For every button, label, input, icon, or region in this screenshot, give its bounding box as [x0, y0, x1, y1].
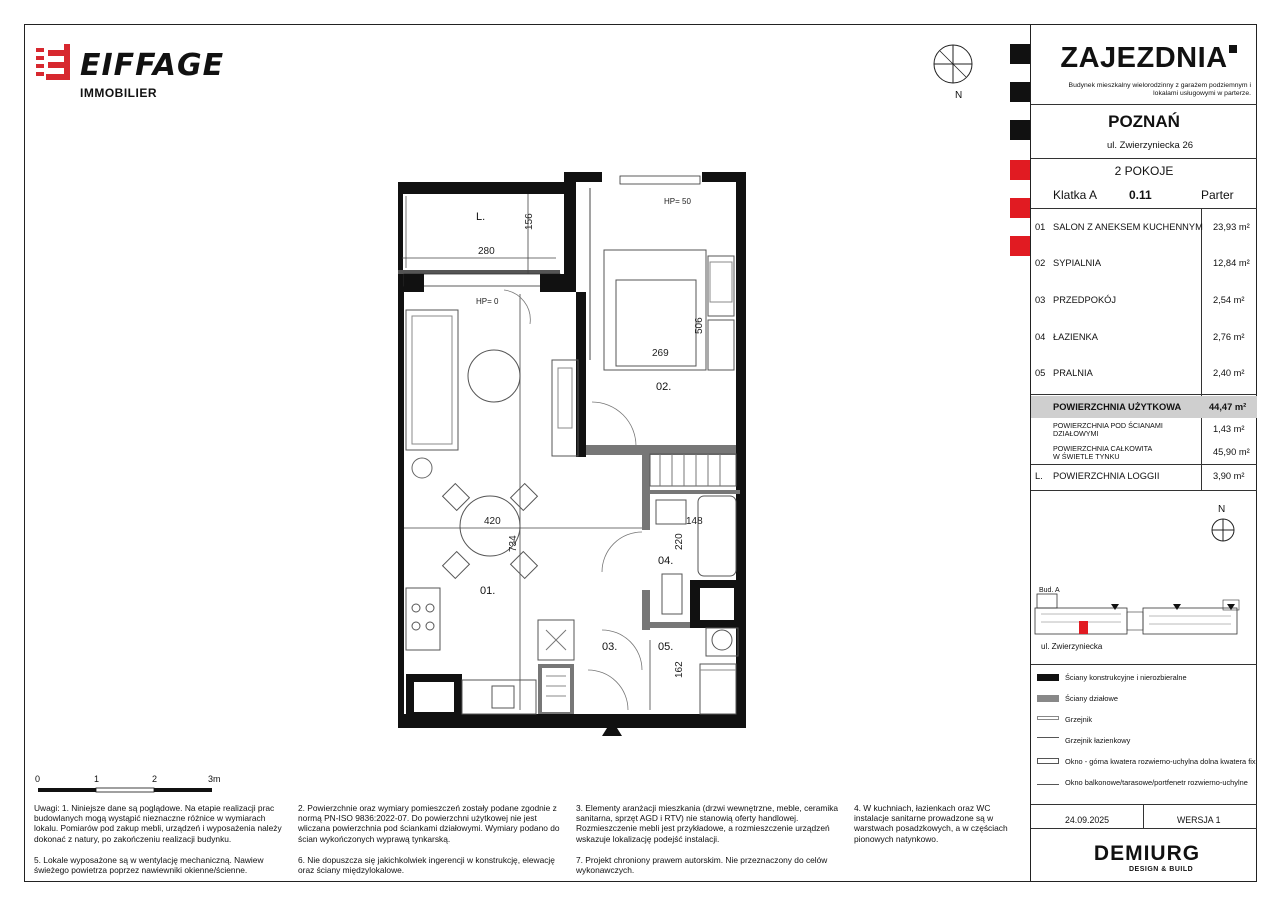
room-num: 02 [1035, 258, 1046, 268]
dimension-label: 420 [484, 516, 501, 527]
brand-sub: IMMOBILIER [80, 86, 157, 100]
info-panel [1031, 24, 1257, 882]
room-label: 05. [658, 641, 674, 653]
project-street: ul. Zwierzyniecka 26 [1106, 140, 1194, 151]
dimension-label: HP= 0 [476, 297, 499, 306]
designer-name: DEMIURG [1093, 842, 1201, 865]
usable-area-row [1031, 396, 1257, 418]
room-name: SALON Z ANEKSEM KUCHENNYM [1053, 222, 1203, 232]
note-4: 4. W kuchniach, łazienkach oraz WC instalacje sanitarne prowadzone są w warstwach posadzkowych, a w częściach pionowych natynkowo. [854, 803, 1008, 844]
legend-label: Okno balkonowe/tarasowe/portfenetr rozwierno-uchylne [1065, 778, 1248, 787]
room-row [1031, 320, 1257, 356]
date: 24.09.2025 [1065, 815, 1110, 825]
room-area: 2,54 m² [1213, 295, 1245, 305]
title-square [1229, 45, 1237, 53]
project-description: Budynek mieszkalny wielorodzinny z garażem podziemnym i lokalami usługowymi w parterze. [1068, 82, 1251, 97]
room-row [1031, 246, 1257, 282]
legend-item [1031, 735, 1257, 749]
legend-label: Okno - górna kwatera rozwierno-uchylna dolna kwatera fix [1065, 757, 1256, 766]
loggia-row [1031, 465, 1257, 489]
loggia-num: L. [1035, 471, 1043, 481]
dimension-label: 220 [674, 533, 685, 550]
key-plan [1031, 572, 1257, 652]
side-mark [1010, 44, 1030, 64]
north-compass-small [1209, 504, 1239, 544]
project-city: POZNAŃ [1108, 112, 1180, 131]
side-mark [1010, 198, 1030, 218]
room-label: L. [476, 211, 486, 223]
walls-area-row [1031, 419, 1257, 443]
bathroom-radiator-icon [1037, 737, 1059, 741]
dimension-label: HP= 50 [664, 197, 691, 206]
legend-label: Ściany konstrukcyjne i nierozbieralne [1065, 673, 1187, 682]
side-mark [1010, 82, 1030, 102]
eiffage-mark-icon [36, 44, 70, 80]
dimension-label: 734 [508, 535, 519, 552]
scale-tick: 1 [94, 774, 100, 784]
dimension-label: 162 [674, 661, 685, 678]
walls-area: 1,43 m² [1213, 424, 1245, 434]
north-compass [930, 40, 980, 104]
legend-item [1031, 777, 1257, 791]
key-plan-building: Bud. A [1039, 587, 1060, 594]
total-area: 45,90 m² [1213, 447, 1250, 457]
wall-structural-swatch [1037, 674, 1059, 681]
room-area: 23,93 m² [1213, 222, 1250, 232]
panel-line [1031, 828, 1257, 829]
scale-tick: 0 [35, 774, 41, 784]
side-mark [1010, 236, 1030, 256]
version: WERSJA 1 [1177, 815, 1221, 825]
column-separator [1143, 804, 1144, 828]
floor-plan [380, 170, 780, 745]
panel-line [1031, 394, 1257, 395]
legend-label: Ściany działowe [1065, 694, 1118, 703]
legend-item [1031, 756, 1257, 770]
designer-logo [1077, 842, 1217, 876]
room-area: 2,76 m² [1213, 332, 1245, 342]
compass-label: N [1218, 504, 1226, 515]
room-row [1031, 356, 1257, 392]
balcony-door-icon [1037, 779, 1059, 785]
loggia-area: 3,90 m² [1213, 471, 1245, 481]
klatka: Klatka A [1053, 188, 1098, 202]
compass-label: N [955, 90, 963, 101]
legend-label: Grzejnik łazienkowy [1065, 736, 1131, 745]
note-2: 2. Powierzchnie oraz wymiary pomieszczeń zostały podane zgodnie z normą PN-ISO 9836:2022-07. Do powierzchni użytkowej nie jest wliczana powierzchnia pod ściankami działowymi. Wymiary podano do ścian wykończonych wyprawą tynkarską. [298, 803, 560, 844]
room-name: ŁAZIENKA [1053, 332, 1098, 342]
note-3: 3. Elementy aranżacji mieszkania (drzwi wewnętrzne, meble, ceramika sanitarna, sprzęt AGD i RTV) nie stanowią oferty handlowej. Rozmieszczenie mebli jest przykładowe, a rozmieszczenie urządzeń wskazuje lokalizację podejść instalacji. [576, 803, 839, 844]
room-label: 01. [480, 585, 496, 597]
dimension-label: 506 [694, 317, 705, 334]
room-num: 01 [1035, 222, 1046, 232]
usable-label: POWIERZCHNIA UŻYTKOWA [1053, 402, 1182, 412]
room-label: 03. [602, 641, 618, 653]
walls-label-1: POWIERZCHNIA POD ŚCIANAMI [1053, 421, 1163, 430]
note-6: 6. Nie dopuszcza się jakichkolwiek ingerencji w konstrukcję, elewację oraz ściany międzylokalowe. [298, 855, 555, 876]
room-label: 04. [658, 555, 674, 567]
room-row [1031, 210, 1257, 246]
total-area-row [1031, 442, 1257, 466]
room-num: 04 [1035, 332, 1046, 342]
room-row [1031, 283, 1257, 319]
key-plan-street: ul. Zwierzyniecka [1041, 642, 1103, 651]
compass-icon [1209, 516, 1239, 544]
room-label: 02. [656, 381, 672, 393]
panel-line [1031, 208, 1257, 209]
floor: Parter [1201, 188, 1234, 202]
room-area: 2,40 m² [1213, 368, 1245, 378]
room-num: 03 [1035, 295, 1046, 305]
total-label-2: W ŚWIETLE TYNKU [1053, 451, 1120, 461]
eiffage-logo [36, 44, 236, 104]
project-title: ZAJEZDNIA [1060, 42, 1228, 74]
dimension-label: 156 [524, 213, 535, 230]
legend-item [1031, 714, 1257, 728]
room-area: 12,84 m² [1213, 258, 1250, 268]
note-5: 5. Lokale wyposażone są w wentylację mechaniczną. Nawiew świeżego powietrza poprzez nawiewniki okienne/ścienne. [34, 855, 264, 876]
side-mark [1010, 160, 1030, 180]
panel-line [1031, 104, 1257, 105]
brand-name: EIFFAGE [80, 48, 225, 83]
room-name: SYPIALNIA [1053, 258, 1102, 268]
total-label-1: POWIERZCHNIA CAŁKOWITA [1053, 444, 1153, 453]
unit-number: 0.11 [1129, 188, 1152, 202]
legend-label: Grzejnik [1065, 715, 1093, 724]
room-name: PRZEDPOKÓJ [1053, 295, 1117, 305]
scale-tick: 3m [208, 774, 221, 784]
designer-sub: DESIGN & BUILD [1129, 866, 1194, 873]
scale-tick: 2 [152, 774, 158, 784]
panel-line [1031, 490, 1257, 491]
panel-line [1031, 664, 1257, 665]
walls-label-2: DZIAŁOWYMI [1053, 428, 1099, 438]
room-name: PRALNIA [1053, 368, 1093, 378]
radiator-icon [1037, 716, 1059, 720]
rooms-count: 2 POKOJE [1114, 164, 1174, 178]
note-1: Uwagi: 1. Niniejsze dane są poglądowe. Na etapie realizacji prac budowlanych mogą wystąpić nieznaczne różnice w wymiarach lokalu. Pomiarów pod zakup mebli, urządzeń i wyposażenia należy dokonać z natury, po zakończeniu realizacji budynku. [34, 803, 282, 844]
window-icon [1037, 758, 1059, 764]
legend-item [1031, 693, 1257, 707]
dimension-label: 280 [478, 246, 495, 257]
scale-bar [32, 772, 252, 796]
side-mark [1010, 120, 1030, 140]
loggia-label: POWIERZCHNIA LOGGII [1053, 471, 1160, 481]
dimension-label: 148 [686, 516, 703, 527]
wall-partition-swatch [1037, 695, 1059, 702]
usable-area: 44,47 m² [1209, 402, 1247, 412]
room-num: 05 [1035, 368, 1046, 378]
dimension-label: 269 [652, 348, 669, 359]
panel-line [1031, 804, 1257, 805]
note-7: 7. Projekt chroniony prawem autorskim. Nie przeznaczony do celów wykonawczych. [576, 855, 828, 876]
legend-item [1031, 672, 1257, 686]
panel-line [1031, 158, 1257, 159]
